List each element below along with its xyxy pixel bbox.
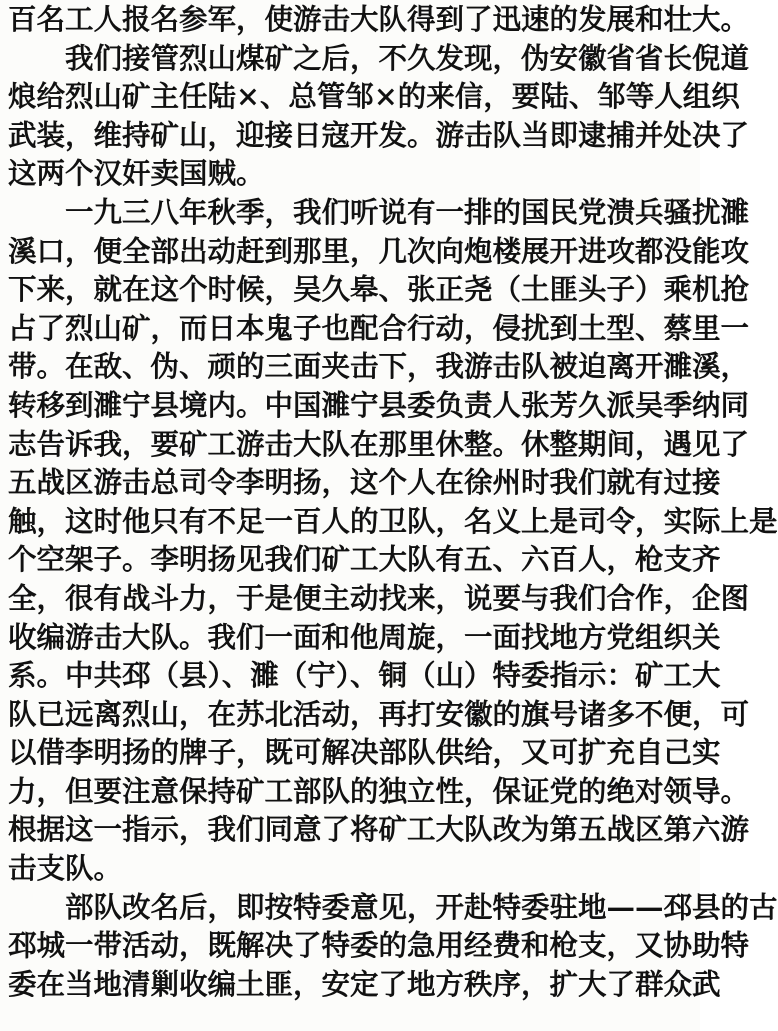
text-line: 我们接管烈山煤矿之后，不久发现，伪安徽省省长倪道 [65,40,750,75]
text-line: 根据这一指示，我们同意了将矿工大队改为第五战区第六游 [8,812,750,847]
text-line: 以借李明扬的牌子，既可解决部队供给，又可扩充自己实 [8,735,721,770]
text-line: 触，这时他只有不足一百人的卫队，名义上是司令，实际上是 [8,503,778,538]
text-line: 转移到濉宁县境内。中国濉宁县委负责人张芳久派吴季纳同 [8,387,750,422]
text-line: 武装，维持矿山，迎接日寇开发。游击队当即逮捕并处决了 [8,117,750,152]
text-line: 带。在敌、伪、顽的三面夹击下，我游击队被迫离开濉溪， [8,349,750,384]
text-line: 志告诉我，要矿工游击大队在那里休整。休整期间，遇见了 [8,426,750,461]
text-line: 队已远离烈山，在苏北活动，再打安徽的旗号诸多不便，可 [8,696,750,731]
text-line: 邳城一带活动，既解决了特委的急用经费和枪支，又协助特 [8,928,750,963]
text-line: 全，很有战斗力，于是便主动找来，说要与我们合作，企图 [8,580,750,615]
text-line: 击支队。 [8,851,123,886]
text-line: 部队改名后，即按特委意见，开赴特委驻地——邳县的古 [65,889,778,924]
text-line: 收编游击大队。我们一面和他周旋，一面找地方党组织关 [8,619,721,654]
text-line: 个空架子。李明扬见我们矿工大队有五、六百人，枪支齐 [8,542,721,577]
text-line: 百名工人报名参军，使游击大队得到了迅速的发展和壮大。 [8,2,750,36]
text-line: 委在当地清剿收编土匪，安定了地方秩序，扩大了群众武 [8,966,721,1001]
text-line: 系。中共邳（县）、濉（宁）、铜（山）特委指示：矿工大 [8,658,721,693]
text-line: 五战区游击总司令李明扬，这个人在徐州时我们就有过接 [8,465,721,500]
text-line: 烺给烈山矿主任陆×、总管邹×的来信，要陆、邹等人组织 [8,79,740,114]
text-line: 溪口，便全部出动赶到那里，几次向炮楼展开进攻都没能攻 [8,233,750,268]
text-line: 这两个汉奸卖国贼。 [8,156,265,191]
text-line: 力，但要注意保持矿工部队的独立性，保证党的绝对领导。 [8,773,750,808]
text-line: 占了烈山矿，而日本鬼子也配合行动，侵扰到土型、蔡里一 [8,310,750,345]
text-line: 下来，就在这个时候，吴久皋、张正尧（土匪头子）乘机抢 [8,272,750,307]
body-text [8,0,778,1003]
text-line: 一九三八年秋季，我们听说有一排的国民党溃兵骚扰濉 [65,194,750,229]
